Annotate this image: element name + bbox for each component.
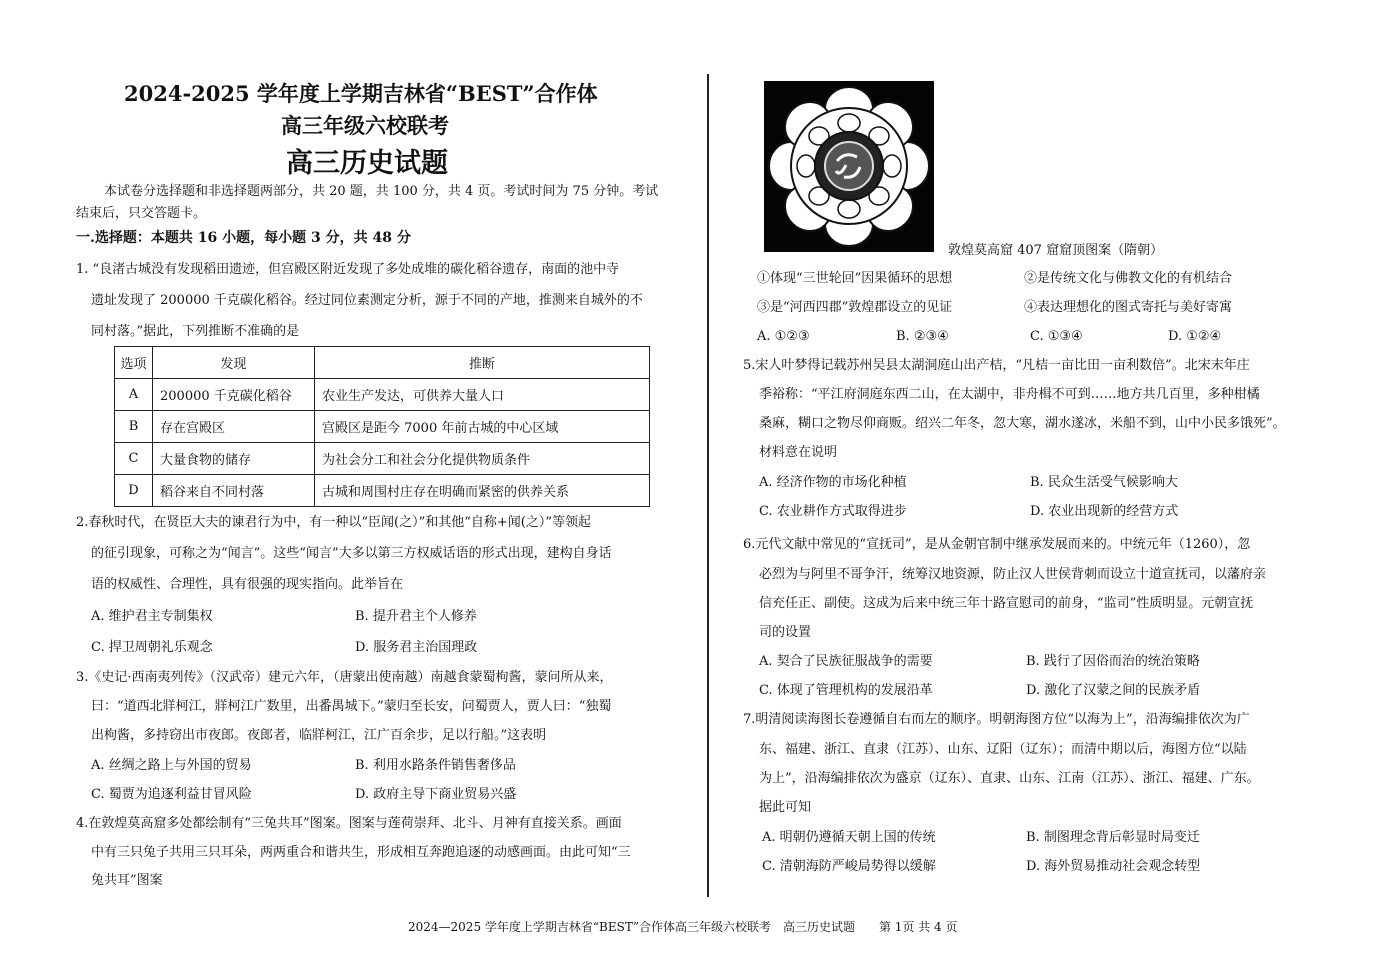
q3-option-c: C. 蜀贾为追逐利益甘冒风险: [91, 787, 252, 802]
table-header-cell: 选项: [115, 347, 153, 379]
q3-line2: 曰：“道西北牂柯江，牂柯江广数里，出番禺城下。”蒙归至长安，问蜀贾人，贾人曰：“独蜀: [91, 699, 612, 714]
lotus-pattern-image: [764, 81, 934, 252]
q7-line2: 东、福建、浙江、直隶（江苏）、山东、辽阳（辽东）；而清中期以后，海图方位“以陆: [759, 742, 1247, 757]
table-cell: A: [115, 379, 153, 411]
page-footer: 2024—2025 学年度上学期吉林省“BEST”合作体高三年级六校联考 高三历史试题 第 1页 共 4 页: [408, 920, 958, 934]
table-cell: C: [115, 443, 153, 475]
q4-line1: 4.在敦煌莫高窟多处都绘制有“三兔共耳”图案。图案与莲荷崇拜、北斗、月神有直接关系。画面: [76, 816, 622, 831]
three-rabbits-figure: [764, 81, 934, 252]
table-cell: 大量食物的储存: [153, 443, 315, 475]
q2-option-b: B. 提升君主个人修养: [355, 609, 477, 624]
q3-option-d: D. 政府主导下商业贸易兴盛: [355, 787, 517, 802]
table-cell: 农业生产发达，可供养大量人口: [315, 379, 650, 411]
section-heading: 一.选择题：本题共 16 小题，每小题 3 分，共 48 分: [76, 230, 411, 246]
table-header-cell: 推断: [315, 347, 650, 379]
q4-option-d: D. ①②④: [1168, 329, 1222, 344]
table-cell: 为社会分工和社会分化提供物质条件: [315, 443, 650, 475]
q5-line2: 季裕称：“平江府洞庭东西二山，在太湖中，非舟楫不可到……地方共几百里，多种柑橘: [759, 387, 1260, 402]
q1-table: [114, 346, 650, 507]
q5-line4: 材料意在说明: [759, 445, 838, 460]
q6-line4: 司的设置: [759, 625, 812, 640]
q5-option-d: D. 农业出现新的经营方式: [1030, 504, 1179, 519]
q3-option-b: B. 利用水路条件销售奢侈品: [355, 758, 516, 773]
q4-line3: 兔共耳”图案: [91, 873, 163, 888]
q4-statement-3: ③是“河西四郡”敦煌郡设立的见证: [757, 300, 953, 315]
table-row: [115, 475, 650, 507]
column-divider: [707, 74, 709, 897]
table-row: [115, 411, 650, 443]
table-header-cell: 发现: [153, 347, 315, 379]
table-cell: D: [115, 475, 153, 507]
exam-title-line2: 高三年级六校联考: [281, 113, 449, 138]
table-cell: 稻谷来自不同村落: [153, 475, 315, 507]
q4-line2: 中有三只兔子共用三只耳朵，两两重合和谐共生，形成相互奔跑追逐的动感画面。由此可知“三: [91, 845, 631, 860]
q2-option-c: C. 捍卫周朝礼乐观念: [91, 640, 213, 655]
q3-option-a: A. 丝绸之路上与外国的贸易: [91, 758, 252, 773]
q2-line1: 2.春秋时代，在贤臣大夫的谏君行为中，有一种以“臣闻(之）”和其他“自称+闻(之）”等领起: [76, 515, 592, 530]
table-cell: 200000 千克碳化稻谷: [153, 379, 315, 411]
q2-option-a: A. 维护君主专制集权: [91, 609, 213, 624]
q4-option-b: B. ②③④: [896, 329, 949, 344]
table-row: [115, 379, 650, 411]
q7-line4: 据此可知: [759, 800, 812, 815]
intro-line2: 结束后，只交答题卡。: [76, 206, 207, 221]
q4-statement-1: ①体现“三世轮回”因果循环的思想: [757, 271, 953, 286]
q6-option-b: B. 践行了因俗而治的统治策略: [1026, 654, 1200, 669]
q6-option-c: C. 体现了管理机构的发展沿革: [759, 683, 933, 698]
q5-line3: 桑麻，糊口之物尽仰商贩。绍兴二年冬，忽大寒，湖水遂冰，米船不到，山中小民多饿死”。: [759, 416, 1286, 431]
q1-line3: 同村落。”据此，下列推断不准确的是: [91, 324, 300, 339]
q5-line1: 5.宋人叶梦得记载苏州吴县太湖洞庭山出产桔，“凡桔一亩比田一亩利数倍”。北宋末年庄: [743, 358, 1250, 373]
q2-line2: 的征引现象，可称之为“闻言”。这些“闻言”大多以第三方权威话语的形式出现，建构自身话: [91, 546, 612, 561]
table-cell: 存在宫殿区: [153, 411, 315, 443]
q4-statement-4: ④表达理想化的图式寄托与美好寄寓: [1024, 300, 1233, 315]
q7-option-d: D. 海外贸易推动社会观念转型: [1026, 859, 1201, 874]
intro-line1: 本试卷分选择题和非选择题两部分，共 20 题，共 100 分，共 4 页。考试时间为 75 分钟。考试: [104, 184, 659, 199]
table-cell: B: [115, 411, 153, 443]
table-header-row: [115, 347, 650, 379]
q6-line1: 6.元代文献中常见的“宣抚司”，是从金朝官制中继承发展而来的。中统元年（1260），忽: [743, 537, 1251, 552]
q7-option-a: A. 明朝仍遵循天朝上国的传统: [762, 830, 936, 845]
q6-option-a: A. 契合了民族征服战争的需要: [759, 654, 933, 669]
q3-line3: 出枸酱，多持窃出市夜郎。夜郎者，临牂柯江，江广百余步，足以行船。”这表明: [91, 728, 547, 743]
q7-option-b: B. 制图理念背后彰显时局变迁: [1026, 830, 1200, 845]
q5-option-b: B. 民众生活受气候影响大: [1030, 475, 1178, 490]
q5-option-a: A. 经济作物的市场化种植: [759, 475, 907, 490]
q4-option-c: C. ①③④: [1030, 329, 1083, 344]
q6-line2: 必烈为与阿里不哥争汗，统筹汉地资源，防止汉人世侯背刺而设立十道宣抚司，以藩府亲: [759, 567, 1267, 582]
q4-statement-2: ②是传统文化与佛教文化的有机结合: [1024, 271, 1233, 286]
q1-line2: 遗址发现了 200000 千克碳化稻谷。经过同位素测定分析，源于不同的产地，推测来自城外的不: [91, 293, 643, 308]
q5-option-c: C. 农业耕作方式取得进步: [759, 504, 907, 519]
page-title: 高三历史试题: [286, 148, 448, 179]
q6-line3: 信充任正、副使。这成为后来中统三年十路宣慰司的前身，“监司”性质明显。元朝宣抚: [759, 596, 1254, 611]
q7-line3: 为上”，沿海编排依次为盛京（辽东）、直隶、山东、江南（江苏）、浙江、福建、广东。: [759, 771, 1260, 786]
figure-caption: 敦煌莫高窟 407 窟窟顶图案（隋朝）: [948, 243, 1164, 258]
table-cell: 古城和周围村庄存在明确而紧密的供养关系: [315, 475, 650, 507]
q3-line1: 3.《史记·西南夷列传》（汉武帝）建元六年，（唐蒙出使南越）南越食蒙蜀枸酱，蒙问所从来，: [76, 670, 613, 685]
q7-line1: 7.明清阅读海图长卷遵循自右而左的顺序。明朝海图方位“以海为上”，沿海编排依次为广: [743, 712, 1250, 727]
q2-line3: 语的权威性、合理性，具有很强的现实指向。此举旨在: [91, 577, 404, 592]
q2-option-d: D. 服务君主治国理政: [355, 640, 478, 655]
table-row: [115, 443, 650, 475]
exam-title-line1: 2024-2025 学年度上学期吉林省“BEST”合作体: [124, 81, 598, 106]
q6-option-d: D. 激化了汉蒙之间的民族矛盾: [1026, 683, 1201, 698]
q1-line1: 1. “良渚古城没有发现稻田遗迹，但宫殿区附近发现了多处成堆的碳化稻谷遗存，南面的池中寺: [76, 262, 620, 277]
q4-option-a: A. ①②③: [757, 329, 810, 344]
table-cell: 宫殿区是距今 7000 年前古城的中心区域: [315, 411, 650, 443]
q7-option-c: C. 清朝海防严峻局势得以缓解: [762, 859, 936, 874]
